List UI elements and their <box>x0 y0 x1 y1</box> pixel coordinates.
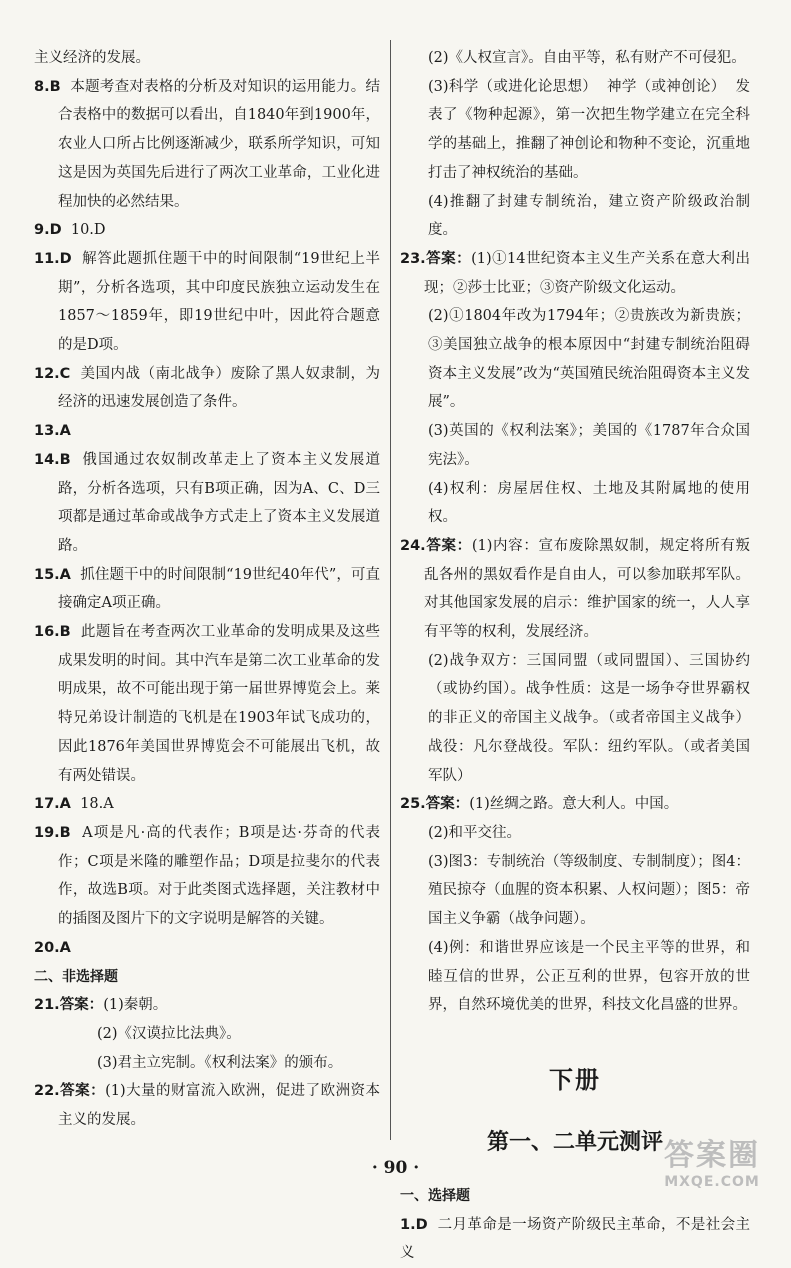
left-column <box>34 44 380 1135</box>
answer-item-21 <box>34 991 380 1077</box>
section-heading-nonchoice: 二、非选择题 <box>34 968 118 985</box>
item-number: 17.A <box>34 796 71 813</box>
answer-item-1 <box>400 1211 750 1268</box>
column-divider <box>390 40 391 1140</box>
answer-item <box>34 934 380 963</box>
answer-item <box>400 417 750 474</box>
unit-title: 第一、二单元测评 <box>486 1129 663 1155</box>
item-text: 俄国通过农奴制改革走上了资本主义发展道路，分析各选项，只有B项正确，因为A、C、D三项都是通过革命或战争方式走上了资本主义发展道路。 <box>58 451 380 554</box>
answer-item <box>34 360 380 417</box>
item-number: 9.D <box>34 222 62 239</box>
answer-item <box>34 73 380 217</box>
item-number: 13.A <box>34 423 71 440</box>
watermark-text: 答案圈 <box>664 1138 760 1173</box>
section-heading-choice: 一、选择题 <box>400 1187 470 1204</box>
page-number: · 90 · <box>371 1158 420 1178</box>
item-text: 本题考查对表格的分析及对知识的运用能力。结合表格中的数据可以看出，自1840年到1900年，农业人口所占比例逐渐减少，联系所学知识，可知这是因为英国先后进行了两次工业革命，工业化进程加快的必然结果。 <box>58 78 380 210</box>
item-text: (4)权利：房屋居住权、土地及其附属地的使用权。 <box>428 480 750 526</box>
right-column <box>400 44 750 1268</box>
item-number: 21. <box>34 997 60 1014</box>
item-number: 12.C <box>34 365 71 382</box>
item-number: 15.A <box>34 566 71 583</box>
item-text: 美国内战（南北战争）废除了黑人奴隶制，为经济的迅速发展创造了条件。 <box>58 365 380 411</box>
item-number: 24. <box>400 537 426 554</box>
item-text: (1)丝绸之路。意大利人。中国。 <box>469 796 679 813</box>
answer-item <box>400 44 750 73</box>
answer-item <box>34 561 380 618</box>
item-text: (2)《人权宣言》。自由平等，私有财产不可侵犯。 <box>428 50 746 66</box>
left-answer-list <box>34 44 380 963</box>
item-text: 此题旨在考查两次工业革命的发明成果及这些成果发明的时间。其中汽车是第二次工业革命的发明成果，故不可能出现于第一届世界博览会上。莱特兄弟设计制造的飞机是在1903年试飞成功的，因此1876年美国世界博览会不可能展出飞机，故有两处错误。 <box>58 624 380 784</box>
answer-item <box>400 848 750 934</box>
answer-item <box>400 819 750 848</box>
item-number: 1.D <box>400 1216 428 1233</box>
item-number: 14.B <box>34 451 71 468</box>
item-number: 19.B <box>34 824 71 841</box>
answer-item <box>400 73 750 188</box>
item-text: (3)英国的《权利法案》；美国的《1787年合众国宪法》。 <box>428 423 750 468</box>
item-text: (4)例：和谐世界应该是一个民主平等的世界，和睦互信的世界，公正互利的世界，包容开放的世界，自然环境优美的世界，科技文化昌盛的世界。 <box>428 939 750 1014</box>
answer-label: 答案： <box>425 796 470 813</box>
answer-item <box>400 188 750 245</box>
item-text: 主义经济的发展。 <box>34 50 150 66</box>
item-text: (1)大量的财富流入欧洲，促进了欧洲资本主义的发展。 <box>58 1083 381 1129</box>
item-text: (3)科学（或进化论思想） 神学（或神创论） 发表了《物种起源》，第一次把生物学建立在完全科学的基础上，推翻了神创论和物种不变论，沉重地打击了神权统治的基础。 <box>428 78 750 181</box>
item-text: (2)《汉谟拉比法典》。 <box>97 1025 241 1042</box>
item-number: 8.B <box>34 78 61 95</box>
answer-item <box>400 647 750 791</box>
item-text: (4)推翻了封建专制统治，建立资产阶级政治制度。 <box>428 193 750 239</box>
item-text: A项是凡·高的代表作；B项是达·芬奇的代表作；C项是米隆的雕塑作品；D项是拉斐尔的代表作，故选B项。对于此类图式选择题，关注教材中的插图及图片下的文字说明是解答的关键。 <box>58 824 380 928</box>
item-number: 22. <box>34 1083 60 1100</box>
answer-item <box>400 532 750 647</box>
item-text: (2)战争双方：三国同盟（或同盟国）、三国协约（或协约国）。战争性质：这是一场争夺世界霸权的非正义的帝国主义战争。（或者帝国主义战争）战役：凡尔登战役。军队：纽约军队。（或者美国军队） <box>428 652 750 784</box>
answer-item <box>34 245 380 360</box>
answer-item <box>34 790 380 819</box>
answer-item-22 <box>34 1077 380 1134</box>
answer-item <box>34 446 380 561</box>
answer-item <box>34 618 380 790</box>
answer-item <box>400 475 750 532</box>
item-number: 11.D <box>34 250 72 267</box>
item-text: (3)图3：专制统治（等级制度、专制制度）；图4：殖民掠夺（血腥的资本积累、人权问题）；图5：帝国主义争霸（战争问题）。 <box>428 853 750 928</box>
answer-label: 答案： <box>425 537 472 554</box>
watermark-logo <box>652 1130 772 1194</box>
watermark-url: MXQE.COM <box>664 1174 760 1190</box>
item-text: 10.D <box>61 222 106 239</box>
answer-item <box>400 245 750 302</box>
item-text: 18.A <box>70 796 114 813</box>
answer-item <box>400 934 750 1020</box>
item-number: 23. <box>400 250 426 267</box>
answer-item <box>34 417 380 446</box>
item-number: 16.B <box>34 624 71 641</box>
item-number: 25. <box>400 796 426 813</box>
answer-label: 答案： <box>425 250 472 267</box>
item-text: (1)①14世纪资本主义生产关系在意大利出现；②莎士比亚；③资产阶级文化运动。 <box>424 250 750 296</box>
right-answer-list <box>400 44 750 1020</box>
item-text: 解答此题抓住题干中的时间限制“19世纪上半期”，分析各选项，其中印度民族独立运动发生在1857～1859年，即19世纪中叶，因此符合题意的是D项。 <box>58 250 380 354</box>
answer-label: 答案： <box>59 997 104 1014</box>
item-text: 抓住题干中的时间限制“19世纪40年代”，可直接确定A项正确。 <box>58 566 380 612</box>
answer-item <box>34 216 380 245</box>
volume-title: 下册 <box>549 1065 601 1094</box>
answer-label: 答案： <box>59 1083 106 1100</box>
answer-item <box>400 790 750 819</box>
answer-item <box>34 819 380 934</box>
answer-item <box>34 44 380 73</box>
item-text: (2)和平交往。 <box>428 824 522 841</box>
item-number: 20.A <box>34 939 71 956</box>
answer-item <box>400 302 750 417</box>
item-text: (3)君主立宪制。《权利法案》的颁布。 <box>97 1054 343 1071</box>
item-text: (1)内容：宣布废除黑奴制，规定将所有叛乱各州的黑奴看作是自由人，可以参加联邦军队。对其他国家发展的启示：维护国家的统一，人人享有平等的权利，发展经济。 <box>424 537 750 641</box>
item-text: (1)秦朝。 <box>103 997 168 1014</box>
item-text: 二月革命是一场资产阶级民主革命，不是社会主义 <box>400 1216 750 1262</box>
item-text: (2)①1804年改为1794年；②贵族改为新贵族；③美国独立战争的根本原因中“封建专制统治阻碍资本主义发展”改为“英国殖民统治阻碍资本主义发展”。 <box>428 308 750 411</box>
